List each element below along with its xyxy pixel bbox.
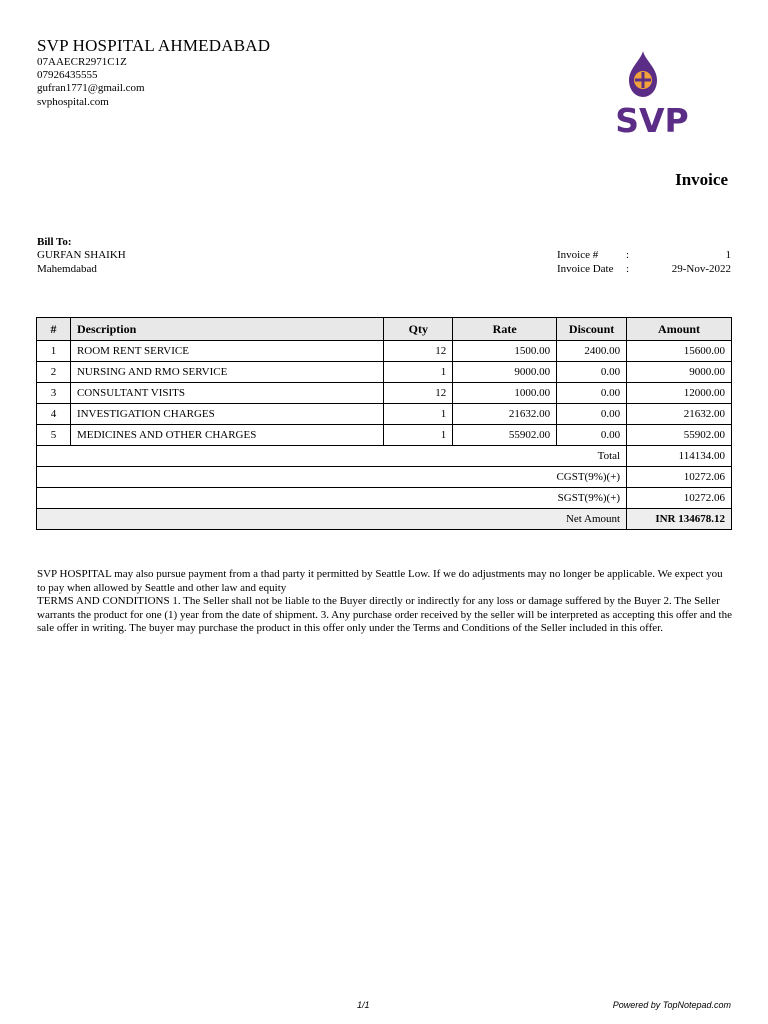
table-header-row [37,318,732,341]
row-amount: 9000.00 [627,362,732,383]
net-amount-row [37,509,732,530]
hospital-name: SVP HOSPITAL AHMEDABAD [37,36,271,55]
row-number: 5 [37,425,71,446]
header-number: # [37,318,71,341]
row-rate: 55902.00 [453,425,557,446]
svp-logo-mark-icon [612,48,692,136]
terms-and-conditions: TERMS AND CONDITIONS 1. The Seller shall not be liable to the Buyer directly or indirectly for any loss or damage suffered by the Buyer 2. The Seller warrants the product for one (1) year from the date of shipment. 3. Any purchase order received by the seller will be interpreted as accepting this offer and the sale offer in writing. The buyer may purchase the product in this offer only under the Terms and Conditions of the Seller included in this offer. [37,595,732,635]
customer-address: Mahemdabad [37,263,97,275]
row-amount: 55902.00 [627,425,732,446]
cgst-value: 10272.06 [627,467,732,488]
row-qty: 1 [384,362,453,383]
header-rate: Rate [453,318,557,341]
row-discount: 0.00 [557,404,627,425]
row-qty: 1 [384,404,453,425]
sgst-value: 10272.06 [627,488,732,509]
header-qty: Qty [384,318,453,341]
row-description: INVESTIGATION CHARGES [70,404,383,425]
invoice-date-label: Invoice Date [557,263,614,275]
cgst-label: CGST(9%)(+) [37,467,627,488]
cgst-row [37,467,732,488]
table-row [37,341,732,362]
bill-to-label: Bill To: [37,236,72,248]
row-rate: 1000.00 [453,383,557,404]
row-number: 1 [37,341,71,362]
table-row [37,425,732,446]
invoice-date-value: 29-Nov-2022 [671,263,731,275]
row-description: MEDICINES AND OTHER CHARGES [70,425,383,446]
sgst-row [37,488,732,509]
row-description: CONSULTANT VISITS [70,383,383,404]
svp-logo [612,48,692,136]
table-row [37,362,732,383]
row-rate: 1500.00 [453,341,557,362]
hospital-website: svphospital.com [37,96,109,108]
payment-note: SVP HOSPITAL may also pursue payment from a thad party it permitted by Seattle Low. If we do adjustments may no longer be applicable. We expect you to pay when allowed by Seattle and other law and equity [37,568,723,594]
invoice-number-label: Invoice # [557,249,599,261]
row-amount: 21632.00 [627,404,732,425]
total-value: 114134.00 [627,446,732,467]
row-discount: 0.00 [557,425,627,446]
row-number: 2 [37,362,71,383]
total-row [37,446,732,467]
row-discount: 0.00 [557,362,627,383]
row-number: 3 [37,383,71,404]
row-discount: 2400.00 [557,341,627,362]
hospital-gstin: 07AAECR2971C1Z [37,56,127,68]
row-description: ROOM RENT SERVICE [70,341,383,362]
invoice-date-colon: : [626,263,630,275]
sgst-label: SGST(9%)(+) [37,488,627,509]
invoice-items-table [36,317,732,530]
powered-by: Powered by TopNotepad.com [612,1000,731,1010]
table-row [37,383,732,404]
header-discount: Discount [557,318,627,341]
row-amount: 15600.00 [627,341,732,362]
row-qty: 12 [384,383,453,404]
table-row [37,404,732,425]
row-qty: 1 [384,425,453,446]
row-rate: 21632.00 [453,404,557,425]
header-amount: Amount [627,318,732,341]
invoice-number-value: 1 [725,249,731,261]
row-rate: 9000.00 [453,362,557,383]
net-amount-value: INR 134678.12 [627,509,732,530]
row-amount: 12000.00 [627,383,732,404]
row-discount: 0.00 [557,383,627,404]
customer-name: GURFAN SHAIKH [37,249,126,261]
hospital-phone: 07926435555 [37,69,98,81]
terms-section [37,568,733,636]
row-qty: 12 [384,341,453,362]
page-number: 1/1 [357,1000,370,1010]
total-label: Total [37,446,627,467]
hospital-email: gufran1771@gmail.com [37,82,145,94]
header-description: Description [70,318,383,341]
net-amount-label: Net Amount [37,509,627,530]
invoice-title: Invoice [675,170,728,189]
row-number: 4 [37,404,71,425]
invoice-number-colon: : [626,249,630,261]
logo-text: SVP [615,101,689,136]
row-description: NURSING AND RMO SERVICE [70,362,383,383]
